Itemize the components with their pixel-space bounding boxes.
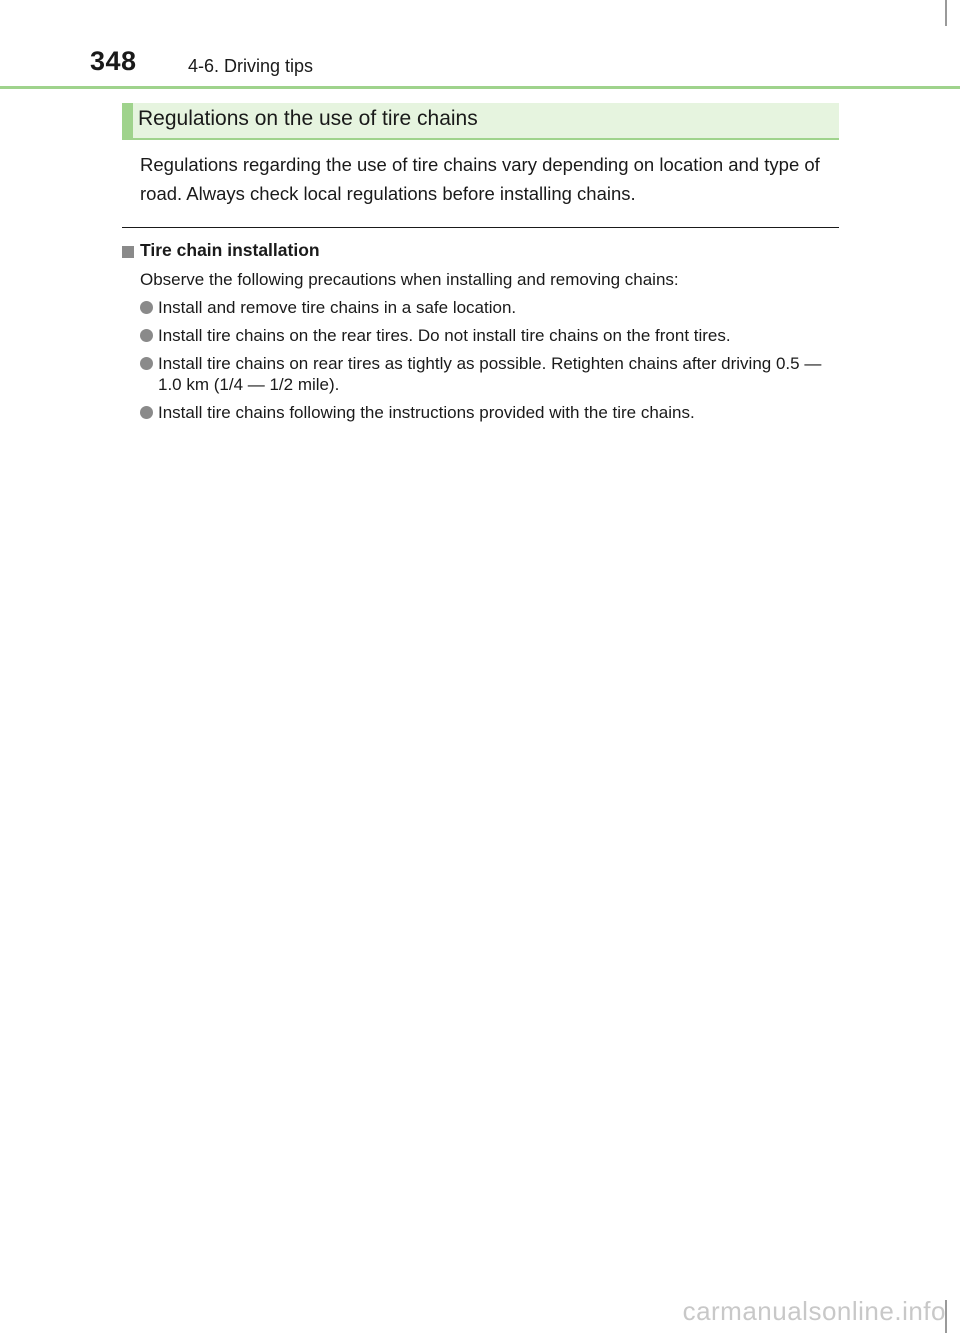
- list-item-text: Install and remove tire chains in a safe location.: [158, 298, 517, 317]
- list-item: [140, 325, 840, 346]
- circle-bullet-icon: [140, 357, 153, 370]
- section-title-box: [122, 103, 839, 140]
- precautions-list: [140, 297, 840, 423]
- list-item: [140, 353, 840, 395]
- section-label: 4-6. Driving tips: [188, 56, 314, 76]
- square-bullet-icon: [122, 246, 134, 258]
- list-item-text: Install tire chains following the instructions provided with the tire chains.: [158, 403, 695, 422]
- page-header: [0, 0, 960, 90]
- subsection-heading: [122, 240, 840, 264]
- tire-chain-installation-section: [122, 240, 840, 430]
- header-rule: [0, 86, 960, 89]
- watermark: carmanualsonline.info: [682, 1296, 946, 1326]
- list-item-text: Install tire chains on rear tires as tightly as possible. Retighten chains after driving 0.5 — 1.0 km (1/4 — 1/2 mile).: [158, 354, 822, 394]
- section-title: Regulations on the use of tire chains: [138, 107, 478, 130]
- list-item-text: Install tire chains on the rear tires. Do not install tire chains on the front tires.: [158, 326, 731, 345]
- page-number: 348: [90, 46, 137, 76]
- subsection-description: Observe the following precautions when installing and removing chains:: [140, 270, 679, 289]
- section-divider: [122, 227, 839, 228]
- intro-paragraph: Regulations regarding the use of tire chains vary depending on location and type of road. Always check local regulations before installing chains.: [140, 154, 820, 204]
- subsection-heading-text: Tire chain installation: [140, 240, 320, 260]
- circle-bullet-icon: [140, 329, 153, 342]
- list-item: [140, 297, 840, 318]
- circle-bullet-icon: [140, 301, 153, 314]
- title-accent-bar: [122, 103, 133, 138]
- circle-bullet-icon: [140, 406, 153, 419]
- list-item: [140, 402, 840, 423]
- edge-tab-mark: [945, 0, 947, 26]
